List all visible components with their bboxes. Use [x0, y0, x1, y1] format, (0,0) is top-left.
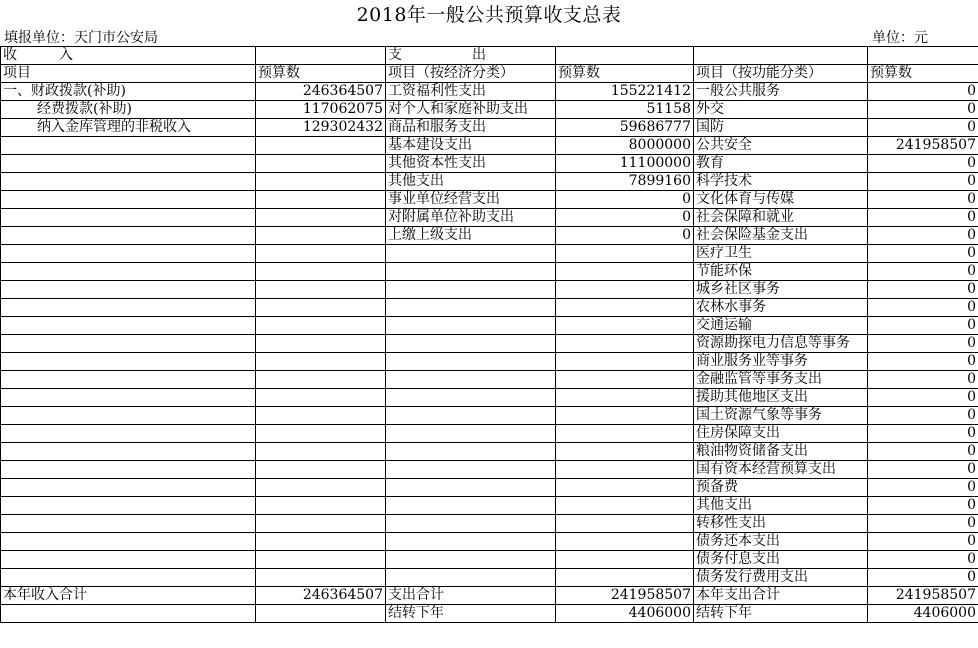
table-row — [1, 119, 978, 137]
income-budget-cell — [256, 317, 386, 335]
func-budget-cell: 241958507 — [868, 587, 978, 605]
income-budget-cell — [256, 281, 386, 299]
income-item-cell — [1, 335, 256, 353]
func-budget-cell: 0 — [868, 191, 978, 209]
econ-budget-cell — [556, 317, 694, 335]
econ-budget-cell: 8000000 — [556, 137, 694, 155]
table-row — [1, 443, 978, 461]
econ-budget-cell — [556, 353, 694, 371]
func-budget-cell: 0 — [868, 317, 978, 335]
income-item-cell — [1, 569, 256, 587]
econ-item-cell — [386, 389, 556, 407]
econ-budget-cell — [556, 425, 694, 443]
econ-item-cell: 商品和服务支出 — [386, 119, 556, 137]
func-item-cell: 粮油物资储备支出 — [694, 443, 868, 461]
income-item-cell: 本年收入合计 — [1, 587, 256, 605]
table-row — [1, 569, 978, 587]
econ-item-cell: 事业单位经营支出 — [386, 191, 556, 209]
func-budget-cell: 0 — [868, 371, 978, 389]
income-budget-cell — [256, 299, 386, 317]
econ-budget-cell — [556, 371, 694, 389]
econ-item-cell: 结转下年 — [386, 605, 556, 623]
econ-item-cell — [386, 317, 556, 335]
income-item-cell — [1, 353, 256, 371]
econ-item-cell — [386, 479, 556, 497]
econ-item-cell — [386, 245, 556, 263]
func-item-cell: 债务还本支出 — [694, 533, 868, 551]
section-header-row — [1, 47, 978, 65]
func-item-cell: 其他支出 — [694, 497, 868, 515]
func-item-cell: 文化体育与传媒 — [694, 191, 868, 209]
income-item-cell: 纳入金库管理的非税收入 — [1, 119, 256, 137]
table-row — [1, 137, 978, 155]
econ-budget-cell: 0 — [556, 227, 694, 245]
income-budget-cell — [256, 443, 386, 461]
income-budget-cell — [256, 263, 386, 281]
func-budget-cell: 0 — [868, 425, 978, 443]
income-item-cell — [1, 479, 256, 497]
table-row — [1, 371, 978, 389]
income-budget-cell — [256, 335, 386, 353]
expense-section-label: 支 出 — [386, 47, 556, 65]
income-item-cell: 经费拨款(补助) — [1, 101, 256, 119]
table-row — [1, 335, 978, 353]
econ-item-cell: 对附属单位补助支出 — [386, 209, 556, 227]
econ-budget-cell: 51158 — [556, 101, 694, 119]
func-item-cell: 社会保险基金支出 — [694, 227, 868, 245]
income-item-cell — [1, 317, 256, 335]
col-header-budget: 预算数 — [256, 65, 386, 83]
econ-item-cell: 工资福利性支出 — [386, 83, 556, 101]
income-item-cell — [1, 173, 256, 191]
table-row — [1, 299, 978, 317]
func-budget-cell: 0 — [868, 443, 978, 461]
econ-item-cell — [386, 299, 556, 317]
budget-table — [0, 46, 978, 623]
econ-budget-cell — [556, 281, 694, 299]
func-item-cell: 科学技术 — [694, 173, 868, 191]
table-row — [1, 245, 978, 263]
income-item-cell — [1, 461, 256, 479]
econ-item-cell — [386, 551, 556, 569]
table-row — [1, 209, 978, 227]
table-row — [1, 515, 978, 533]
func-item-cell: 医疗卫生 — [694, 245, 868, 263]
income-item-cell — [1, 497, 256, 515]
econ-item-cell — [386, 443, 556, 461]
econ-item-cell — [386, 407, 556, 425]
econ-item-cell: 其他资本性支出 — [386, 155, 556, 173]
func-item-cell: 金融监管等事务支出 — [694, 371, 868, 389]
func-item-cell: 债务发行费用支出 — [694, 569, 868, 587]
income-budget-cell — [256, 227, 386, 245]
econ-budget-cell — [556, 497, 694, 515]
table-row — [1, 425, 978, 443]
func-budget-cell: 4406000 — [868, 605, 978, 623]
econ-budget-cell: 241958507 — [556, 587, 694, 605]
econ-budget-cell: 0 — [556, 191, 694, 209]
income-item-cell — [1, 209, 256, 227]
func-item-cell: 债务付息支出 — [694, 551, 868, 569]
func-budget-cell: 241958507 — [868, 137, 978, 155]
income-budget-cell — [256, 605, 386, 623]
econ-item-cell — [386, 569, 556, 587]
currency-unit: 单位：元 — [872, 30, 928, 46]
func-item-cell: 外交 — [694, 101, 868, 119]
econ-item-cell — [386, 281, 556, 299]
econ-budget-cell — [556, 407, 694, 425]
func-budget-cell: 0 — [868, 515, 978, 533]
func-item-cell: 农林水事务 — [694, 299, 868, 317]
income-budget-cell — [256, 533, 386, 551]
func-budget-cell: 0 — [868, 299, 978, 317]
col-header-budget3: 预算数 — [868, 65, 978, 83]
func-item-cell: 节能环保 — [694, 263, 868, 281]
income-budget-cell: 246364507 — [256, 587, 386, 605]
reporting-unit: 填报单位：天门市公安局 — [4, 30, 158, 46]
func-budget-cell: 0 — [868, 389, 978, 407]
income-budget-cell — [256, 173, 386, 191]
income-item-cell — [1, 227, 256, 245]
econ-item-cell — [386, 263, 556, 281]
income-budget-cell — [256, 389, 386, 407]
func-budget-cell: 0 — [868, 533, 978, 551]
econ-item-cell: 对个人和家庭补助支出 — [386, 101, 556, 119]
income-budget-cell — [256, 407, 386, 425]
econ-budget-cell: 0 — [556, 209, 694, 227]
econ-budget-cell: 11100000 — [556, 155, 694, 173]
func-budget-cell: 0 — [868, 335, 978, 353]
empty-cell — [694, 47, 868, 65]
func-budget-cell: 0 — [868, 173, 978, 191]
income-item-cell — [1, 389, 256, 407]
table-row — [1, 461, 978, 479]
table-row — [1, 533, 978, 551]
budget-table-body — [1, 47, 978, 623]
econ-item-cell — [386, 425, 556, 443]
table-row — [1, 281, 978, 299]
econ-item-cell: 支出合计 — [386, 587, 556, 605]
func-budget-cell: 0 — [868, 83, 978, 101]
table-row — [1, 83, 978, 101]
income-budget-cell — [256, 551, 386, 569]
income-budget-cell — [256, 245, 386, 263]
econ-budget-cell: 7899160 — [556, 173, 694, 191]
income-item-cell — [1, 605, 256, 623]
col-header-budget2: 预算数 — [556, 65, 694, 83]
table-row — [1, 407, 978, 425]
table-row — [1, 605, 978, 623]
econ-budget-cell — [556, 479, 694, 497]
econ-budget-cell — [556, 569, 694, 587]
income-item-cell — [1, 263, 256, 281]
econ-budget-cell — [556, 335, 694, 353]
econ-budget-cell — [556, 551, 694, 569]
func-budget-cell: 0 — [868, 353, 978, 371]
table-row — [1, 479, 978, 497]
col-header-econ: 项目（按经济分类） — [386, 65, 556, 83]
income-item-cell — [1, 371, 256, 389]
func-budget-cell: 0 — [868, 461, 978, 479]
empty-cell — [256, 47, 386, 65]
income-item-cell — [1, 425, 256, 443]
econ-item-cell — [386, 371, 556, 389]
income-budget-cell — [256, 515, 386, 533]
income-item-cell: 一、财政拨款(补助) — [1, 83, 256, 101]
income-item-cell — [1, 299, 256, 317]
func-item-cell: 国防 — [694, 119, 868, 137]
income-item-cell — [1, 443, 256, 461]
func-budget-cell: 0 — [868, 569, 978, 587]
func-item-cell: 城乡社区事务 — [694, 281, 868, 299]
func-budget-cell: 0 — [868, 209, 978, 227]
table-row — [1, 191, 978, 209]
income-budget-cell: 246364507 — [256, 83, 386, 101]
func-budget-cell: 0 — [868, 227, 978, 245]
func-item-cell: 教育 — [694, 155, 868, 173]
empty-cell — [868, 47, 978, 65]
func-item-cell: 资源勘探电力信息等事务 — [694, 335, 868, 353]
func-budget-cell: 0 — [868, 245, 978, 263]
table-row — [1, 227, 978, 245]
income-item-cell — [1, 245, 256, 263]
econ-item-cell: 基本建设支出 — [386, 137, 556, 155]
func-item-cell: 本年支出合计 — [694, 587, 868, 605]
income-budget-cell — [256, 461, 386, 479]
func-budget-cell: 0 — [868, 119, 978, 137]
income-budget-cell — [256, 371, 386, 389]
func-item-cell: 公共安全 — [694, 137, 868, 155]
econ-item-cell — [386, 515, 556, 533]
func-budget-cell: 0 — [868, 281, 978, 299]
func-item-cell: 结转下年 — [694, 605, 868, 623]
income-item-cell — [1, 407, 256, 425]
income-item-cell — [1, 191, 256, 209]
econ-budget-cell — [556, 515, 694, 533]
empty-cell — [556, 47, 694, 65]
income-budget-cell — [256, 155, 386, 173]
col-header-func: 项目（按功能分类） — [694, 65, 868, 83]
table-row — [1, 317, 978, 335]
econ-item-cell — [386, 533, 556, 551]
func-item-cell: 援助其他地区支出 — [694, 389, 868, 407]
table-row — [1, 551, 978, 569]
income-budget-cell — [256, 569, 386, 587]
func-item-cell: 一般公共服务 — [694, 83, 868, 101]
func-budget-cell: 0 — [868, 551, 978, 569]
func-budget-cell: 0 — [868, 263, 978, 281]
income-budget-cell: 129302432 — [256, 119, 386, 137]
table-row — [1, 389, 978, 407]
column-header-row — [1, 65, 978, 83]
func-item-cell: 交通运输 — [694, 317, 868, 335]
func-item-cell: 预备费 — [694, 479, 868, 497]
econ-item-cell — [386, 461, 556, 479]
income-budget-cell — [256, 137, 386, 155]
income-budget-cell: 117062075 — [256, 101, 386, 119]
econ-budget-cell: 4406000 — [556, 605, 694, 623]
income-budget-cell — [256, 497, 386, 515]
page-title: 2018年一般公共预算收支总表 — [356, 4, 622, 26]
econ-budget-cell — [556, 245, 694, 263]
econ-item-cell: 上缴上级支出 — [386, 227, 556, 245]
income-budget-cell — [256, 191, 386, 209]
econ-budget-cell — [556, 263, 694, 281]
income-item-cell — [1, 281, 256, 299]
table-row — [1, 497, 978, 515]
econ-budget-cell: 59686777 — [556, 119, 694, 137]
income-budget-cell — [256, 353, 386, 371]
econ-budget-cell — [556, 299, 694, 317]
income-budget-cell — [256, 209, 386, 227]
income-section-label: 收 入 — [1, 47, 256, 65]
income-item-cell — [1, 137, 256, 155]
func-budget-cell: 0 — [868, 479, 978, 497]
income-budget-cell — [256, 479, 386, 497]
econ-budget-cell — [556, 443, 694, 461]
income-budget-cell — [256, 425, 386, 443]
func-item-cell: 社会保障和就业 — [694, 209, 868, 227]
table-row — [1, 587, 978, 605]
func-budget-cell: 0 — [868, 407, 978, 425]
table-row — [1, 353, 978, 371]
col-header-item: 项目 — [1, 65, 256, 83]
econ-budget-cell — [556, 461, 694, 479]
func-budget-cell: 0 — [868, 497, 978, 515]
func-item-cell: 商业服务业等事务 — [694, 353, 868, 371]
func-item-cell: 国土资源气象等事务 — [694, 407, 868, 425]
econ-item-cell — [386, 497, 556, 515]
table-row — [1, 101, 978, 119]
econ-item-cell — [386, 353, 556, 371]
income-item-cell — [1, 551, 256, 569]
income-item-cell — [1, 155, 256, 173]
table-row — [1, 173, 978, 191]
econ-item-cell — [386, 335, 556, 353]
income-item-cell — [1, 515, 256, 533]
func-budget-cell: 0 — [868, 101, 978, 119]
func-item-cell: 住房保障支出 — [694, 425, 868, 443]
func-budget-cell: 0 — [868, 155, 978, 173]
func-item-cell: 转移性支出 — [694, 515, 868, 533]
func-item-cell: 国有资本经营预算支出 — [694, 461, 868, 479]
econ-budget-cell — [556, 389, 694, 407]
table-row — [1, 263, 978, 281]
econ-budget-cell: 155221412 — [556, 83, 694, 101]
econ-budget-cell — [556, 533, 694, 551]
econ-item-cell: 其他支出 — [386, 173, 556, 191]
income-item-cell — [1, 533, 256, 551]
table-row — [1, 155, 978, 173]
